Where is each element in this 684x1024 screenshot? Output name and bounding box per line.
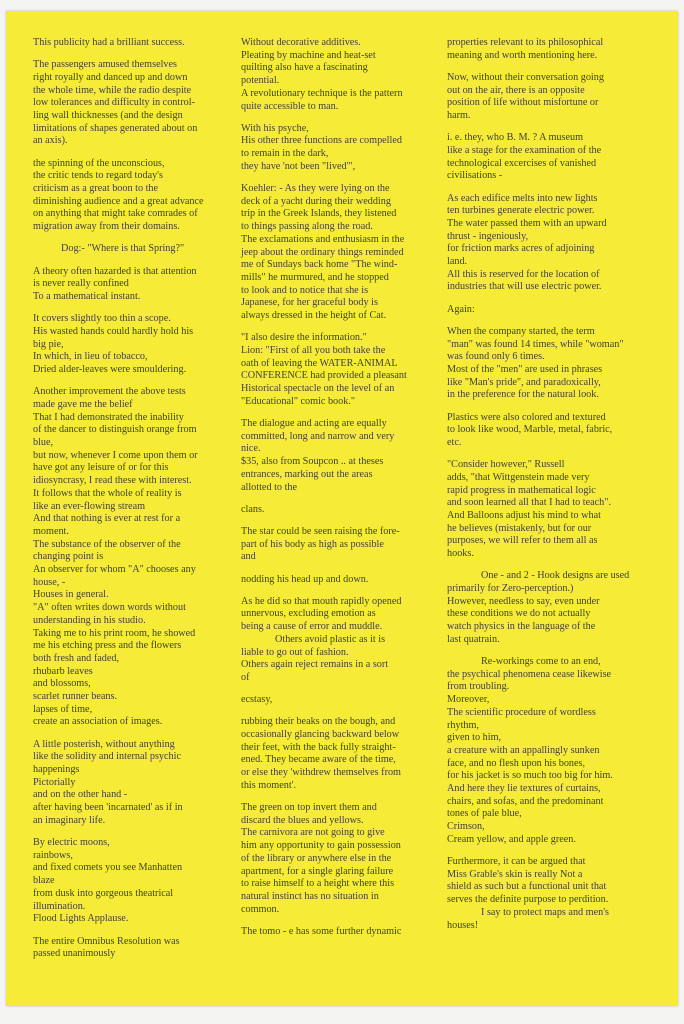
- text-line: changing point is: [33, 551, 104, 563]
- text-line: create an association of images.: [33, 716, 163, 728]
- text-line: they have 'not been "lived"',: [241, 160, 356, 172]
- text-line: It follows that the whole of reality is: [33, 487, 182, 499]
- text-line: quite accessible to man.: [241, 100, 339, 112]
- text-line: And here they lie textures of curtains,: [447, 783, 601, 795]
- text-line: Pictorially: [33, 776, 76, 788]
- text-line: Pleating by machine and heat-set: [241, 49, 376, 61]
- text-line: and on the other hand -: [33, 789, 128, 801]
- text-line: passed unanimously: [33, 948, 116, 960]
- text-line: The tomo - e has some further dynamic: [241, 925, 402, 937]
- text-line: civilisations -: [447, 170, 503, 182]
- text-line: idiosyncrasy, I read these with interest.: [33, 475, 192, 487]
- text-line: being a cause of error and muddle.: [241, 621, 383, 633]
- text-line: made gave me the belief: [33, 398, 133, 410]
- text-line: big pie,: [33, 338, 64, 350]
- text-line: and soon learned all that I had to teach".: [447, 497, 611, 509]
- yellow-page: [6, 11, 678, 1006]
- text-line: Crimson,: [447, 821, 485, 833]
- text-line: natural instinct has no situation in: [241, 890, 379, 902]
- text-line: The substance of the observer of the: [33, 538, 181, 550]
- paragraph: [241, 574, 446, 587]
- text-line: unnervous, excluding emotion as: [241, 608, 376, 620]
- text-line: like the solidity and internal psychic: [33, 751, 181, 763]
- text-line: is never really confined: [33, 278, 129, 290]
- text-line: As he did so that mouth rapidly opened: [241, 595, 402, 607]
- paragraph: [447, 656, 659, 847]
- text-line: oath of leaving the WATER-ANIMAL: [241, 357, 398, 369]
- text-line: Dog:- "Where is that Spring?": [61, 243, 185, 255]
- text-line: ened. They became aware of the time,: [241, 754, 396, 766]
- text-line: The star could be seen raising the fore-: [241, 525, 400, 537]
- paragraph: [447, 570, 659, 646]
- text-line: a creature with an appallingly sunken: [447, 744, 600, 756]
- paragraph: [241, 183, 446, 323]
- text-line: purposes, we will refer to them all as: [447, 535, 598, 547]
- text-line: When the company started, the term: [447, 325, 595, 337]
- text-line: position of life without misfortune or: [447, 97, 599, 109]
- text-line: Dried alder-leaves were smouldering.: [33, 363, 187, 375]
- text-line: their feet, with the back fully straight-: [241, 741, 396, 753]
- text-column-right: [447, 37, 659, 942]
- text-line: rubbing their beaks on the bough, and: [241, 716, 396, 728]
- text-line: was found only 6 times.: [447, 351, 545, 363]
- text-line: meaning and worth mentioning here.: [447, 49, 598, 61]
- text-line: That I had demonstrated the inability: [33, 411, 184, 423]
- text-column-middle: [241, 37, 446, 948]
- text-line: me his etching press and the flowers: [33, 640, 182, 652]
- text-line: A revolutionary technique is the pattern: [241, 87, 403, 99]
- paragraph: [241, 596, 446, 685]
- paragraph: [33, 243, 238, 256]
- paragraph: [241, 716, 446, 792]
- text-line: "I also desire the information.": [241, 332, 367, 344]
- text-line: out on the air, there is an opposite: [447, 84, 585, 96]
- paragraph: [447, 72, 659, 123]
- text-line: for his jacket is so much too big for him.: [447, 770, 613, 782]
- text-line: for friction marks acres of adjoining: [447, 243, 595, 255]
- text-line: Koehler: - As they were lying on the: [241, 183, 390, 195]
- text-line: All this is reserved for the location of: [447, 268, 600, 280]
- text-line: scarlet runner beans.: [33, 691, 118, 703]
- text-line: both fresh and faded,: [33, 652, 119, 664]
- text-line: CONFERENCE had provided a pleasant: [241, 370, 407, 382]
- text-line: house, -: [33, 576, 66, 588]
- text-line: The carnivora are not going to give: [241, 827, 385, 839]
- text-line: properties relevant to its philosophical: [447, 37, 604, 48]
- text-line: The passengers amused themselves: [33, 59, 177, 71]
- text-line: and fixed comets you see Manhatten: [33, 862, 183, 874]
- text-line: or else they 'withdrew themselves from: [241, 767, 401, 779]
- text-line: rhubarb leaves: [33, 665, 93, 677]
- paragraph: [33, 37, 238, 50]
- text-line: watch physics in the language of the: [447, 621, 596, 633]
- paragraph: [33, 313, 238, 377]
- text-line: Re-workings come to an end,: [481, 656, 601, 668]
- text-line: to remain in the dark,: [241, 148, 329, 160]
- text-line: Lion: "First of all you both take the: [241, 344, 386, 356]
- text-line: moment.: [33, 525, 69, 537]
- paragraph: [447, 459, 659, 561]
- text-line: but now, whenever I come upon them or: [33, 449, 198, 461]
- text-line: in the preference for the natural look.: [447, 389, 599, 401]
- text-line: of the library or anywhere else in the: [241, 852, 392, 864]
- text-line: However, needless to say, even under: [447, 595, 600, 607]
- text-line: Most of the "men" are used in phrases: [447, 363, 603, 375]
- text-line: In which, in lieu of tobacco,: [33, 351, 148, 363]
- text-line: liable to go out of fashion.: [241, 646, 349, 658]
- text-line: Historical spectacle on the level of an: [241, 383, 395, 395]
- text-line: of: [241, 671, 250, 683]
- text-line: nodding his head up and down.: [241, 573, 369, 585]
- text-line: like "Man's pride", and paradoxically,: [447, 376, 601, 388]
- text-line: the whole time, while the radio despite: [33, 84, 192, 96]
- paragraph: [33, 936, 238, 961]
- text-line: His wasted hands could hardly hold his: [33, 325, 194, 337]
- text-line: quilting also have a fascinating: [241, 62, 368, 74]
- text-line: One - and 2 - Hook designs are used: [481, 570, 630, 582]
- text-line: like a stage for the examination of the: [447, 144, 602, 156]
- text-line: nice.: [241, 443, 261, 455]
- text-line: an axis).: [33, 135, 68, 147]
- text-line: houses!: [447, 919, 479, 931]
- text-line: shield as such but a functional unit that: [447, 881, 607, 893]
- text-line: An observer for whom "A" chooses any: [33, 564, 196, 576]
- paragraph: [241, 123, 446, 174]
- text-line: to raise himself to a height where this: [241, 878, 395, 890]
- text-line: the spinning of the unconscious,: [33, 157, 165, 169]
- paragraph: [447, 37, 659, 62]
- text-line: The exclamations and enthusiasm in the: [241, 233, 405, 245]
- text-line: deck of a yacht during their wedding: [241, 195, 391, 207]
- text-line: The dialogue and acting are equally: [241, 417, 387, 429]
- text-line: The scientific procedure of wordless: [447, 706, 596, 718]
- text-line: "A" often writes down words without: [33, 602, 186, 614]
- text-line: from dusk into gorgeous theatrical: [33, 887, 174, 899]
- text-line: low tolerances and difficulty in control-: [33, 97, 195, 109]
- text-line: understanding in his studio.: [33, 614, 146, 626]
- text-line: of the dancer to distinguish orange from: [33, 424, 197, 436]
- text-line: Again:: [447, 303, 475, 315]
- text-line: happenings: [33, 764, 80, 776]
- text-line: criticism as a great boon to the: [33, 183, 159, 195]
- text-line: hooks.: [447, 548, 474, 560]
- text-line: diminishing audience and a great advance: [33, 195, 204, 207]
- text-line: rhythm,: [447, 719, 479, 731]
- text-line: "man" was found 14 times, while "woman": [447, 338, 624, 350]
- text-line: occasionally glancing backward below: [241, 729, 400, 741]
- text-line: The green on top invert them and: [241, 802, 377, 814]
- text-line: given to him,: [447, 732, 502, 744]
- text-line: With his psyche,: [241, 122, 309, 134]
- text-line: me of Sundays back home "The wind-: [241, 259, 398, 271]
- text-line: after having been 'incarnated' as if in: [33, 802, 183, 814]
- paragraph: [447, 856, 659, 932]
- text-line: Others avoid plastic as it is: [275, 633, 386, 645]
- paragraph: [241, 37, 446, 113]
- text-line: to look and to notice that she is: [241, 284, 369, 296]
- text-line: blue,: [33, 436, 54, 448]
- text-line: As each edifice melts into new lights: [447, 192, 598, 204]
- text-line: And Balloons adjust his mind to what: [447, 510, 601, 521]
- text-line: i. e. they, who B. M. ? A museum: [447, 132, 584, 144]
- text-line: face, and no flesh upon his bones,: [447, 757, 586, 769]
- text-line: on anything that might take comrades of: [33, 208, 198, 220]
- text-line: Taking me to his print room, he showed: [33, 627, 196, 639]
- paragraph: [241, 694, 446, 707]
- text-line: By electric moons,: [33, 837, 110, 849]
- paragraph: [447, 412, 659, 450]
- text-line: It covers slightly too thin a scope.: [33, 313, 171, 325]
- text-line: last quatrain.: [447, 633, 500, 645]
- text-line: Others again reject remains in a sort: [241, 659, 389, 671]
- text-line: Miss Grable's skin is really Not a: [447, 868, 583, 880]
- text-line: ten turbines generate electric power.: [447, 205, 595, 217]
- paragraph: [447, 193, 659, 295]
- text-line: Now, without their conversation going: [447, 71, 604, 83]
- text-line: harm.: [447, 110, 471, 122]
- text-line: clans.: [241, 503, 265, 515]
- text-line: apartment, for a single glaring failure: [241, 865, 394, 877]
- text-line: always dressed in the height of Cat.: [241, 310, 387, 322]
- text-line: A theory often hazarded is that attention: [33, 265, 197, 277]
- text-line: blaze: [33, 875, 55, 887]
- text-line: technological excercises of vanished: [447, 157, 597, 169]
- text-line: "Educational" comic book.": [241, 395, 356, 407]
- text-line: Furthermore, it can be argued that: [447, 856, 586, 868]
- paragraph: [447, 304, 659, 317]
- paragraph: [241, 504, 446, 517]
- text-line: ecstasy,: [241, 694, 273, 706]
- paragraph: [241, 418, 446, 494]
- text-line: etc.: [447, 436, 462, 448]
- text-line: and: [241, 551, 256, 563]
- text-line: Plastics were also colored and textured: [447, 411, 606, 423]
- text-line: him any opportunity to gain possession: [241, 840, 401, 852]
- text-line: Without decorative additives.: [241, 37, 361, 48]
- text-line: migration away from their domains.: [33, 221, 180, 233]
- text-line: he believes (mistakenly, but for our: [447, 522, 592, 534]
- paragraph: [33, 158, 238, 234]
- text-line: This publicity had a brilliant success.: [33, 37, 185, 48]
- text-line: trip in the Greek Islands, they listened: [241, 208, 397, 220]
- text-line: discard the blues and yellows.: [241, 814, 364, 826]
- paragraph: [241, 332, 446, 408]
- text-line: Another improvement the above tests: [33, 386, 186, 398]
- text-line: lapses of time,: [33, 703, 93, 715]
- text-line: to things passing along the road.: [241, 221, 373, 233]
- text-line: rapid progress in mathematical logic: [447, 484, 596, 496]
- text-line: The water passed them with an upward: [447, 217, 607, 229]
- text-line: mills" he murmured, and he stopped: [241, 271, 389, 283]
- paragraph: [241, 926, 446, 939]
- text-line: entrances, marking out the areas: [241, 468, 373, 480]
- text-line: limitations of shapes generated about on: [33, 122, 198, 134]
- text-line: A little posterish, without anything: [33, 738, 175, 750]
- paragraph: [33, 266, 238, 304]
- paragraph: [447, 326, 659, 402]
- text-line: right royally and danced up and down: [33, 71, 188, 83]
- text-line: an imaginary life.: [33, 814, 106, 826]
- paragraph: [33, 739, 238, 828]
- text-line: committed, long and narrow and very: [241, 430, 395, 442]
- text-line: $35, also from Soupcon .. at theses: [241, 456, 384, 468]
- text-line: ling wall thicknesses (and the design: [33, 110, 183, 122]
- text-line: the psychical phenomena cease likewise: [447, 668, 612, 680]
- text-line: "Consider however," Russell: [447, 459, 565, 471]
- text-line: Moreover,: [447, 694, 490, 706]
- text-line: allotted to the: [241, 481, 298, 493]
- paragraph: [33, 59, 238, 148]
- text-line: Houses in general.: [33, 589, 109, 601]
- text-line: part of his body as high as possible: [241, 538, 384, 550]
- text-line: jeep about the ordinary things reminded: [241, 246, 404, 258]
- text-line: Flood Lights Applause.: [33, 913, 129, 925]
- text-line: land.: [447, 256, 468, 268]
- text-line: from troubling.: [447, 681, 510, 693]
- text-line: chairs, and sofas, and the predominant: [447, 795, 604, 807]
- text-line: industries that will use electric power.: [447, 281, 602, 293]
- text-line: adds, "that Wittgenstein made very: [447, 471, 590, 483]
- text-line: tones of pale blue,: [447, 808, 522, 820]
- paragraph: [241, 802, 446, 916]
- text-line: To a mathematical instant.: [33, 290, 141, 302]
- text-line: serves the definite purpose to perdition.: [447, 894, 609, 906]
- text-line: these conditions we do not actually: [447, 608, 591, 620]
- text-line: have got any leisure of or for this: [33, 462, 169, 474]
- text-line: Cream yellow, and apple green.: [447, 833, 576, 845]
- text-line: the critic tends to regard today's: [33, 170, 163, 182]
- text-line: like an ever-flowing stream: [33, 500, 146, 512]
- paragraph: [241, 526, 446, 564]
- text-line: and blossoms,: [33, 678, 91, 690]
- text-line: His other three functions are compelled: [241, 135, 402, 147]
- text-line: common.: [241, 903, 280, 915]
- text-line: The entire Omnibus Resolution was: [33, 935, 180, 947]
- text-line: I say to protect maps and men's: [481, 906, 610, 918]
- text-line: potential.: [241, 75, 280, 87]
- text-line: Japanese, for her graceful body is: [241, 297, 378, 309]
- text-line: this moment'.: [241, 779, 297, 791]
- text-line: illumination.: [33, 900, 86, 912]
- text-line: rainbows,: [33, 849, 73, 861]
- paragraph: [447, 132, 659, 183]
- text-column-left: [33, 37, 238, 970]
- text-line: to look like wood, Marble, metal, fabric,: [447, 424, 613, 436]
- paragraph: [33, 837, 238, 926]
- text-line: primarily for Zero-perception.): [447, 583, 574, 595]
- paragraph: [33, 386, 238, 729]
- text-line: thrust - ingeniously,: [447, 230, 529, 242]
- text-line: And that nothing is ever at rest for a: [33, 513, 181, 525]
